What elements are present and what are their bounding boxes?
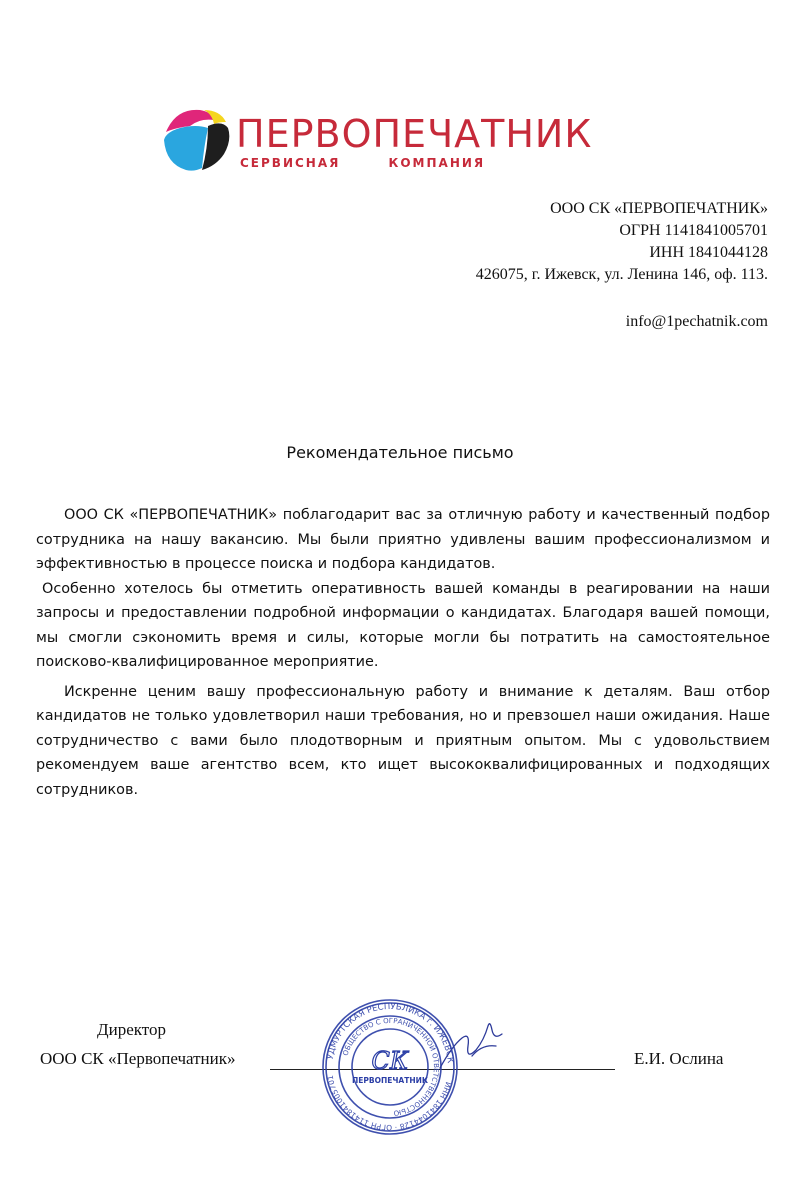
ogrn: ОГРН 1141841005701	[619, 222, 768, 239]
address: 426075, г. Ижевск, ул. Ленина 146, оф. 113.	[475, 266, 768, 283]
letter-title: Рекомендательное письмо	[286, 443, 514, 462]
inn: ИНН 1841044128	[649, 244, 768, 261]
stamp-center-text: ПЕРВОПЕЧАТНИК	[351, 1076, 429, 1085]
stamp-bottom-text: ИНН 1841044128 · ОГРН 1141841005701	[325, 1074, 453, 1133]
logo-name: ПЕРВОПЕЧАТНИК	[236, 112, 593, 156]
email-link[interactable]: info@1pechatnik.com	[625, 313, 768, 330]
handwritten-signature	[432, 1016, 512, 1076]
paragraph-3: Искренне ценим вашу профессиональную работу и внимание к деталям. Ваш отбор кандидатов не только удовлетворил наши требования, но и превзошел наши ожидания. Наше сотрудничество с вами было плодотворным и приятным опытом. Мы с удовольствием рекомендуем ваше агентство всем, кто ищет высококвалифицированных и подходящих сотрудников.	[36, 683, 770, 798]
signer-name: Е.И. Ослина	[634, 1049, 724, 1068]
signer-organization: ООО СК «Первопечатник»	[40, 1049, 236, 1068]
logo-blue-segment	[164, 126, 208, 171]
signer-position: Директор	[97, 1020, 166, 1039]
company-name: ООО СК «ПЕРВОПЕЧАТНИК»	[550, 200, 768, 217]
logo-circle-icon	[160, 106, 236, 176]
logo-subtitle: СЕРВИСНАЯ КОМПАНИЯ	[240, 156, 486, 170]
stamp-outer-text: УДМУРТСКАЯ РЕСПУБЛИКА г. ИЖЕВСК	[325, 1001, 455, 1064]
paragraph-2: Особенно хотелось бы отметить оперативность вашей команды в реагировании на наши запросы и предоставлении подробной информации о кандидатах. Благодаря вашей помощи, мы смогли сэкономить время и силы, которые могли бы потратить на самостоятельное поисково-квалифицированное мероприятие.	[36, 580, 770, 670]
company-logo	[160, 106, 650, 176]
company-requisites	[476, 198, 768, 286]
stamp-center-letters: СК	[371, 1047, 409, 1075]
paragraph-1: ООО СК «ПЕРВОПЕЧАТНИК» поблагодарит вас за отличную работу и качественный подбор сотрудника на нашу вакансию. Мы были приятно удивлены вашим профессионализмом и эффективностью в процессе поиска и подбора кандидатов.	[36, 507, 770, 572]
stamp-inner-text: ОБЩЕСТВО С ОГРАНИЧЕННОЙ ОТВЕТСТВЕННОСТЬЮ	[341, 1016, 441, 1117]
letter-body	[36, 503, 770, 802]
